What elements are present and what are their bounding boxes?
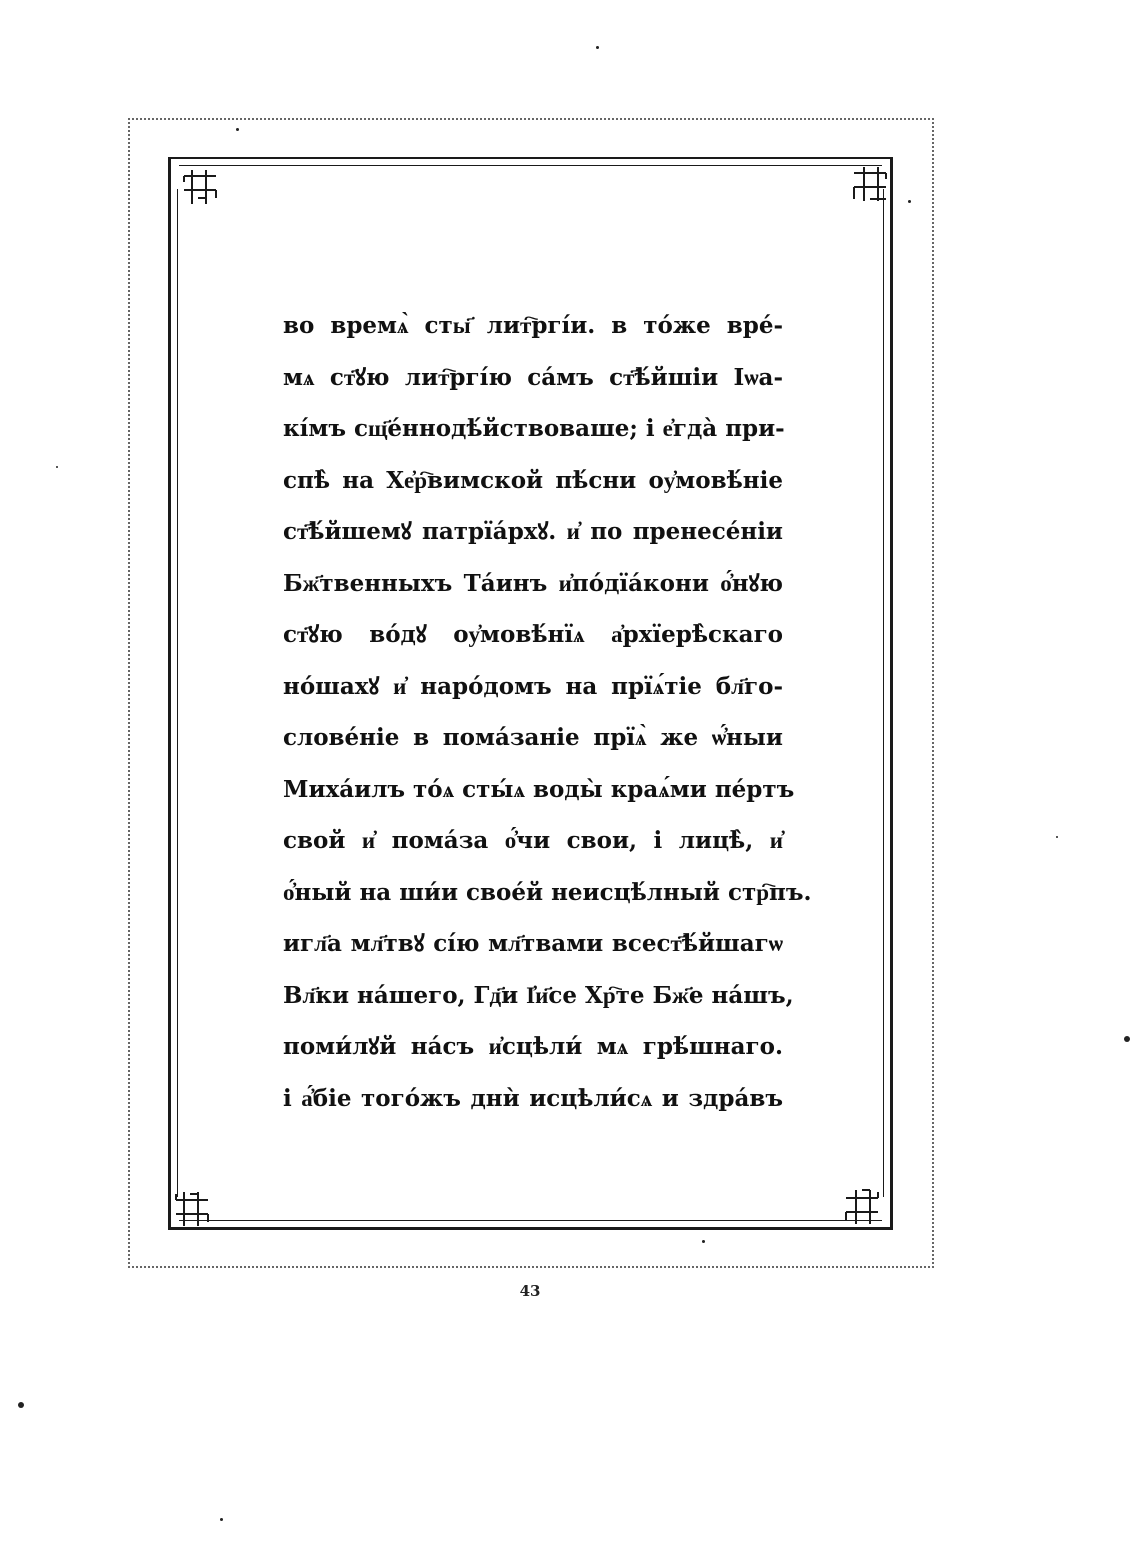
text-line: во времѧ̀ сты҃ лит҇ргі́и. в то́же вре́-	[283, 312, 783, 339]
scan-speck	[908, 200, 911, 203]
text-line: поми́лꙋй на́съ и҆сцѣли́ мѧ грѣ́шнаго.	[283, 1033, 783, 1060]
inner-bottom-rule	[179, 1220, 882, 1221]
inner-top-rule	[179, 165, 882, 166]
text-line: Бж҃твенныхъ Та́инъ и҆по́дїа́кони о҆́нꙋю	[283, 569, 783, 597]
text-line: кі́мъ сщ҃е́ннодѣ́йствоваше; і е҆гда̀ при-	[283, 415, 785, 442]
scan-speck	[702, 1240, 705, 1243]
corner-ornament-top-right-icon	[850, 165, 890, 205]
text-line: о҆́ный на ши́и свое́й неисцѣ́лный стр҇пъ.	[283, 878, 812, 906]
scan-speck	[596, 46, 599, 49]
text-line: мѧ ст҃ꙋю лит҇ргі́ю са́мъ ст҃ѣ́йшіи Іѡа-	[283, 363, 783, 391]
text-line: і а҆́біе того́жъ днѝ исцѣли́сѧ и здра́въ	[283, 1084, 783, 1112]
text-line: Миха́илъ то́ѧ сты́ѧ воды̀ краѧ́ми пе́ртъ	[283, 775, 795, 803]
scan-speck	[56, 466, 58, 468]
inner-right-rule	[883, 189, 884, 1197]
corner-ornament-bottom-right-icon	[842, 1186, 882, 1226]
text-line: ст҃ѣ́йшемꙋ патрїа́рхꙋ. и҆ по пренесе́ніи	[283, 518, 783, 545]
scan-speck	[220, 1518, 223, 1521]
text-line: спѣ̀ на Хе҆р҇вимской пѣ́сни оу҆мовѣ́ніе	[283, 466, 783, 494]
scan-speck	[1124, 1036, 1130, 1042]
scan-speck	[236, 128, 239, 131]
text-line: но́шахꙋ и҆ наро́домъ на прїѧ́тіе бл҃го-	[283, 672, 783, 700]
text-line: ст҃ꙋю во́дꙋ оу҆мовѣ́нїѧ а҆рхїерѣ̀скаго	[283, 621, 783, 648]
page-number: 43	[519, 1282, 541, 1300]
text-line: игл҃а мл҃твꙋ сі́ю мл҃твами всест҃ѣ́йшагѡ	[283, 930, 783, 957]
text-line: слове́ніе в пома́заніе прїѧ̀ же ѡ҆́ныи	[283, 724, 783, 751]
corner-ornament-top-left-icon	[180, 168, 220, 208]
text-line: Вл҃ки на́шего, Гд҃и І҆и҃се Хр҇те Бж҃е на́шъ,	[283, 981, 794, 1009]
inner-left-rule	[177, 189, 178, 1197]
church-slavonic-text-block	[283, 300, 812, 1124]
corner-ornament-bottom-left-icon	[172, 1188, 212, 1228]
scan-speck	[18, 1402, 24, 1408]
text-line: свой и҆ пома́за о҆́чи свои, і лицѣ̀, и҆	[283, 827, 783, 854]
scan-speck	[1056, 836, 1058, 838]
